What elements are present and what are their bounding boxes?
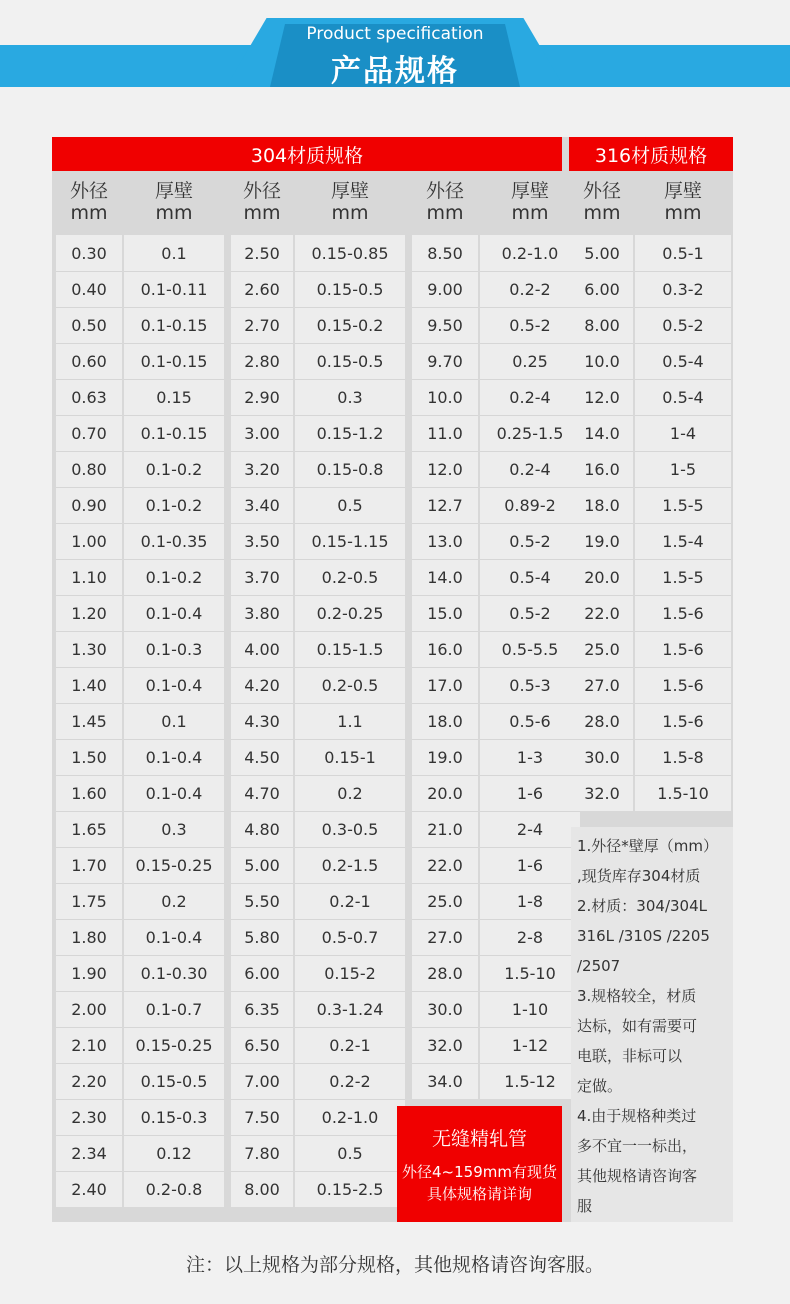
table-row bbox=[56, 559, 580, 595]
column-header-wall bbox=[480, 171, 580, 233]
cell-wall-thickness: 0.2-1.0 bbox=[480, 235, 580, 271]
table-row bbox=[56, 811, 580, 847]
cell-outer-diameter: 32.0 bbox=[571, 775, 633, 811]
cell-outer-diameter: 3.00 bbox=[231, 415, 293, 451]
cell-outer-diameter: 3.70 bbox=[231, 559, 293, 595]
cell-wall-thickness: 0.15-1 bbox=[295, 739, 405, 775]
cell-wall-thickness: 0.2 bbox=[124, 883, 224, 919]
column-header-label: 厚壁 bbox=[154, 180, 193, 202]
column-header-wall bbox=[124, 171, 224, 233]
column-header-label: 外径 bbox=[582, 180, 621, 202]
seamless-title: 无缝精轧管 bbox=[431, 1128, 527, 1150]
cell-outer-diameter: 27.0 bbox=[571, 667, 633, 703]
cell-wall-thickness: 0.3 bbox=[295, 379, 405, 415]
table-row bbox=[56, 415, 580, 451]
header-title: 产品规格 bbox=[331, 54, 459, 89]
table-row bbox=[571, 667, 731, 703]
column-header-label: 厚壁 bbox=[330, 180, 369, 202]
cell-outer-diameter: 8.50 bbox=[412, 235, 478, 271]
cell-outer-diameter: 7.00 bbox=[231, 1063, 293, 1099]
table-row bbox=[56, 955, 580, 991]
cell-wall-thickness: 0.5-2 bbox=[480, 595, 580, 631]
notes-panel bbox=[571, 827, 733, 1222]
column-header-unit: mm bbox=[331, 202, 369, 224]
header-subtitle: Product specification bbox=[306, 24, 484, 44]
table-row bbox=[56, 595, 580, 631]
cell-wall-thickness: 1.5-10 bbox=[480, 955, 580, 991]
cell-wall-thickness: 0.2-0.8 bbox=[124, 1171, 224, 1207]
cell-outer-diameter: 9.50 bbox=[412, 307, 478, 343]
table-row bbox=[571, 235, 731, 271]
column-header-wall bbox=[295, 171, 405, 233]
cell-outer-diameter: 1.90 bbox=[56, 955, 122, 991]
cell-outer-diameter: 34.0 bbox=[412, 1063, 478, 1099]
cell-wall-thickness: 1.5-5 bbox=[635, 487, 731, 523]
cell-outer-diameter: 22.0 bbox=[412, 847, 478, 883]
table-row bbox=[56, 775, 580, 811]
cell-outer-diameter: 0.80 bbox=[56, 451, 122, 487]
cell-outer-diameter: 1.00 bbox=[56, 523, 122, 559]
cell-outer-diameter: 2.80 bbox=[231, 343, 293, 379]
cell-wall-thickness: 0.5-4 bbox=[635, 343, 731, 379]
table-row bbox=[56, 271, 580, 307]
cell-wall-thickness: 0.2-1 bbox=[295, 1027, 405, 1063]
cell-outer-diameter: 12.0 bbox=[412, 451, 478, 487]
table-title-316: 316材质规格 bbox=[569, 137, 733, 171]
cell-wall-thickness: 1.5-6 bbox=[635, 667, 731, 703]
cell-wall-thickness: 1.5-8 bbox=[635, 739, 731, 775]
grid-304 bbox=[56, 235, 580, 1207]
cell-wall-thickness: 0.5-3 bbox=[480, 667, 580, 703]
table-row bbox=[56, 631, 580, 667]
cell-wall-thickness: 0.15-0.25 bbox=[124, 1027, 224, 1063]
column-header-unit: mm bbox=[243, 202, 281, 224]
cell-outer-diameter: 5.00 bbox=[571, 235, 633, 271]
cell-wall-thickness: 1.5-6 bbox=[635, 703, 731, 739]
cell-wall-thickness: 0.15-0.85 bbox=[295, 235, 405, 271]
cell-wall-thickness: 0.3 bbox=[124, 811, 224, 847]
column-header-label: 厚壁 bbox=[510, 180, 549, 202]
cell-wall-thickness: 0.1-0.2 bbox=[124, 559, 224, 595]
cell-wall-thickness: 0.3-1.24 bbox=[295, 991, 405, 1027]
cell-wall-thickness: 1-10 bbox=[480, 991, 580, 1027]
cell-outer-diameter: 1.20 bbox=[56, 595, 122, 631]
cell-wall-thickness: 1-8 bbox=[480, 883, 580, 919]
cell-wall-thickness: 0.3-2 bbox=[635, 271, 731, 307]
note-item: 1.外径*壁厚（mm） ,现货库存304材质 bbox=[577, 837, 719, 885]
cell-wall-thickness: 1.5-4 bbox=[635, 523, 731, 559]
cell-wall-thickness: 0.1-0.15 bbox=[124, 415, 224, 451]
cell-outer-diameter: 5.80 bbox=[231, 919, 293, 955]
table-row bbox=[56, 847, 580, 883]
cell-wall-thickness: 0.1 bbox=[124, 235, 224, 271]
table-row bbox=[571, 343, 731, 379]
table-row bbox=[571, 775, 731, 811]
cell-outer-diameter: 28.0 bbox=[412, 955, 478, 991]
cell-outer-diameter: 3.40 bbox=[231, 487, 293, 523]
cell-wall-thickness: 0.1-0.4 bbox=[124, 595, 224, 631]
column-header-label: 外径 bbox=[425, 180, 464, 202]
cell-outer-diameter: 20.0 bbox=[412, 775, 478, 811]
column-header-unit: mm bbox=[511, 202, 549, 224]
table-row bbox=[571, 703, 731, 739]
column-header-unit: mm bbox=[70, 202, 108, 224]
note-item: 2.材质：304/304L 316L /310S /2205 /2507 bbox=[577, 897, 710, 975]
cell-wall-thickness: 0.1-0.2 bbox=[124, 487, 224, 523]
cell-wall-thickness: 0.2-1.5 bbox=[295, 847, 405, 883]
cell-wall-thickness: 0.1-0.2 bbox=[124, 451, 224, 487]
cell-outer-diameter: 4.00 bbox=[231, 631, 293, 667]
cell-outer-diameter: 1.60 bbox=[56, 775, 122, 811]
cell-wall-thickness: 0.5-4 bbox=[480, 559, 580, 595]
cell-outer-diameter: 2.90 bbox=[231, 379, 293, 415]
table-row bbox=[571, 631, 731, 667]
cell-outer-diameter: 4.30 bbox=[231, 703, 293, 739]
cell-wall-thickness: 0.1-0.11 bbox=[124, 271, 224, 307]
cell-outer-diameter: 25.0 bbox=[571, 631, 633, 667]
cell-wall-thickness: 0.5 bbox=[295, 1135, 405, 1171]
cell-outer-diameter: 0.60 bbox=[56, 343, 122, 379]
cell-outer-diameter: 30.0 bbox=[412, 991, 478, 1027]
cell-wall-thickness: 1-6 bbox=[480, 847, 580, 883]
cell-wall-thickness: 0.1-0.30 bbox=[124, 955, 224, 991]
cell-wall-thickness: 0.15-0.3 bbox=[124, 1099, 224, 1135]
table-row bbox=[571, 487, 731, 523]
cell-outer-diameter: 5.00 bbox=[231, 847, 293, 883]
cell-outer-diameter: 11.0 bbox=[412, 415, 478, 451]
cell-wall-thickness: 0.5-2 bbox=[480, 523, 580, 559]
cell-wall-thickness: 1.1 bbox=[295, 703, 405, 739]
cell-wall-thickness: 0.1-0.7 bbox=[124, 991, 224, 1027]
cell-wall-thickness: 0.5-5.5 bbox=[480, 631, 580, 667]
cell-outer-diameter: 18.0 bbox=[571, 487, 633, 523]
column-header-od bbox=[56, 171, 122, 233]
column-header-label: 外径 bbox=[69, 180, 108, 202]
cell-wall-thickness: 0.2-2 bbox=[295, 1063, 405, 1099]
cell-wall-thickness: 1-3 bbox=[480, 739, 580, 775]
table-row bbox=[571, 559, 731, 595]
cell-wall-thickness: 0.1-0.4 bbox=[124, 919, 224, 955]
cell-outer-diameter: 2.70 bbox=[231, 307, 293, 343]
column-header-unit: mm bbox=[426, 202, 464, 224]
grid-316 bbox=[571, 235, 731, 811]
cell-outer-diameter: 2.30 bbox=[56, 1099, 122, 1135]
cell-outer-diameter: 3.80 bbox=[231, 595, 293, 631]
cell-outer-diameter: 15.0 bbox=[412, 595, 478, 631]
cell-wall-thickness: 1.5-5 bbox=[635, 559, 731, 595]
cell-wall-thickness: 0.1-0.4 bbox=[124, 775, 224, 811]
cell-outer-diameter: 14.0 bbox=[571, 415, 633, 451]
cell-outer-diameter: 2.10 bbox=[56, 1027, 122, 1063]
cell-outer-diameter: 0.30 bbox=[56, 235, 122, 271]
cell-outer-diameter: 2.60 bbox=[231, 271, 293, 307]
cell-wall-thickness: 0.15-0.25 bbox=[124, 847, 224, 883]
spec-table bbox=[52, 137, 733, 1222]
cell-outer-diameter: 3.20 bbox=[231, 451, 293, 487]
table-row bbox=[56, 523, 580, 559]
cell-wall-thickness: 1.5-12 bbox=[480, 1063, 580, 1099]
table-row bbox=[571, 595, 731, 631]
cell-wall-thickness: 2-4 bbox=[480, 811, 580, 847]
table-title-304: 304材质规格 bbox=[52, 137, 562, 171]
cell-outer-diameter: 1.45 bbox=[56, 703, 122, 739]
cell-wall-thickness: 0.15-0.2 bbox=[295, 307, 405, 343]
cell-outer-diameter: 0.50 bbox=[56, 307, 122, 343]
column-header-group bbox=[56, 171, 580, 233]
cell-outer-diameter: 8.00 bbox=[571, 307, 633, 343]
cell-wall-thickness: 0.1-0.3 bbox=[124, 631, 224, 667]
seamless-tube-box bbox=[397, 1106, 562, 1222]
column-header-od bbox=[412, 171, 478, 233]
table-row bbox=[56, 919, 580, 955]
table-row bbox=[56, 1027, 580, 1063]
cell-outer-diameter: 12.7 bbox=[412, 487, 478, 523]
table-row bbox=[56, 991, 580, 1027]
footnote: 注：以上规格为部分规格，其他规格请咨询客服。 bbox=[185, 1254, 604, 1276]
cell-outer-diameter: 7.80 bbox=[231, 1135, 293, 1171]
cell-outer-diameter: 4.70 bbox=[231, 775, 293, 811]
table-row bbox=[571, 415, 731, 451]
cell-wall-thickness: 1-5 bbox=[635, 451, 731, 487]
cell-wall-thickness: 0.5-1 bbox=[635, 235, 731, 271]
cell-outer-diameter: 9.00 bbox=[412, 271, 478, 307]
cell-wall-thickness: 0.2-0.5 bbox=[295, 667, 405, 703]
table-row bbox=[56, 343, 580, 379]
note-item: 3.规格较全，材质 达标，如有需要可 电联，非标可以 定做。 bbox=[577, 987, 698, 1095]
cell-wall-thickness: 0.2 bbox=[295, 775, 405, 811]
cell-wall-thickness: 0.15-1.15 bbox=[295, 523, 405, 559]
cell-outer-diameter: 6.35 bbox=[231, 991, 293, 1027]
cell-outer-diameter: 17.0 bbox=[412, 667, 478, 703]
cell-wall-thickness: 0.15-0.5 bbox=[295, 343, 405, 379]
cell-wall-thickness: 0.2-4 bbox=[480, 451, 580, 487]
cell-outer-diameter: 30.0 bbox=[571, 739, 633, 775]
cell-outer-diameter: 1.80 bbox=[56, 919, 122, 955]
column-header-label: 厚壁 bbox=[663, 180, 702, 202]
column-header-label: 外径 bbox=[242, 180, 281, 202]
table-row bbox=[571, 307, 731, 343]
cell-outer-diameter: 4.20 bbox=[231, 667, 293, 703]
cell-wall-thickness: 0.1-0.4 bbox=[124, 739, 224, 775]
cell-wall-thickness: 0.2-0.25 bbox=[295, 595, 405, 631]
cell-outer-diameter: 21.0 bbox=[412, 811, 478, 847]
cell-outer-diameter: 28.0 bbox=[571, 703, 633, 739]
column-header-unit: mm bbox=[664, 202, 702, 224]
cell-outer-diameter: 10.0 bbox=[571, 343, 633, 379]
cell-wall-thickness: 0.5-6 bbox=[480, 703, 580, 739]
cell-wall-thickness: 1.5-6 bbox=[635, 631, 731, 667]
cell-wall-thickness: 0.89-2 bbox=[480, 487, 580, 523]
table-row bbox=[56, 1063, 580, 1099]
cell-wall-thickness: 2-8 bbox=[480, 919, 580, 955]
cell-outer-diameter: 14.0 bbox=[412, 559, 478, 595]
cell-wall-thickness: 0.1 bbox=[124, 703, 224, 739]
cell-wall-thickness: 0.15 bbox=[124, 379, 224, 415]
cell-outer-diameter: 0.40 bbox=[56, 271, 122, 307]
table-row bbox=[571, 271, 731, 307]
cell-outer-diameter: 20.0 bbox=[571, 559, 633, 595]
cell-outer-diameter: 6.50 bbox=[231, 1027, 293, 1063]
cell-outer-diameter: 4.80 bbox=[231, 811, 293, 847]
cell-outer-diameter: 19.0 bbox=[571, 523, 633, 559]
cell-outer-diameter: 22.0 bbox=[571, 595, 633, 631]
table-row bbox=[56, 883, 580, 919]
cell-wall-thickness: 0.15-1.5 bbox=[295, 631, 405, 667]
cell-outer-diameter: 6.00 bbox=[571, 271, 633, 307]
cell-wall-thickness: 0.15-2.5 bbox=[295, 1171, 405, 1207]
cell-wall-thickness: 0.2-2 bbox=[480, 271, 580, 307]
cell-outer-diameter: 27.0 bbox=[412, 919, 478, 955]
cell-wall-thickness: 0.15-0.5 bbox=[295, 271, 405, 307]
cell-wall-thickness: 0.1-0.4 bbox=[124, 667, 224, 703]
cell-outer-diameter: 6.00 bbox=[231, 955, 293, 991]
table-row bbox=[56, 703, 580, 739]
cell-wall-thickness: 0.12 bbox=[124, 1135, 224, 1171]
cell-outer-diameter: 2.34 bbox=[56, 1135, 122, 1171]
cell-outer-diameter: 2.40 bbox=[56, 1171, 122, 1207]
cell-wall-thickness: 0.25 bbox=[480, 343, 580, 379]
cell-wall-thickness: 1-6 bbox=[480, 775, 580, 811]
cell-wall-thickness: 0.3-0.5 bbox=[295, 811, 405, 847]
cell-wall-thickness: 0.2-1.0 bbox=[295, 1099, 405, 1135]
cell-wall-thickness: 0.5-2 bbox=[635, 307, 731, 343]
cell-outer-diameter: 19.0 bbox=[412, 739, 478, 775]
cell-outer-diameter: 16.0 bbox=[412, 631, 478, 667]
cell-wall-thickness: 0.5-2 bbox=[480, 307, 580, 343]
cell-outer-diameter: 3.50 bbox=[231, 523, 293, 559]
cell-wall-thickness: 0.2-4 bbox=[480, 379, 580, 415]
cell-outer-diameter: 12.0 bbox=[571, 379, 633, 415]
table-row bbox=[56, 451, 580, 487]
cell-outer-diameter: 32.0 bbox=[412, 1027, 478, 1063]
cell-outer-diameter: 16.0 bbox=[571, 451, 633, 487]
cell-wall-thickness: 0.15-2 bbox=[295, 955, 405, 991]
cell-wall-thickness: 0.15-0.8 bbox=[295, 451, 405, 487]
cell-outer-diameter: 13.0 bbox=[412, 523, 478, 559]
note-item: 4.由于规格种类过 多不宜一一标出， 其他规格请咨询客 服 bbox=[577, 1107, 698, 1215]
table-row bbox=[56, 487, 580, 523]
column-header-unit: mm bbox=[583, 202, 621, 224]
cell-outer-diameter: 5.50 bbox=[231, 883, 293, 919]
cell-wall-thickness: 0.5-0.7 bbox=[295, 919, 405, 955]
cell-outer-diameter: 2.00 bbox=[56, 991, 122, 1027]
cell-wall-thickness: 0.5-4 bbox=[635, 379, 731, 415]
table-row bbox=[571, 379, 731, 415]
table-row bbox=[56, 379, 580, 415]
table-row bbox=[56, 739, 580, 775]
cell-outer-diameter: 1.40 bbox=[56, 667, 122, 703]
table-row bbox=[56, 307, 580, 343]
cell-wall-thickness: 1-4 bbox=[635, 415, 731, 451]
cell-outer-diameter: 9.70 bbox=[412, 343, 478, 379]
table-row bbox=[571, 523, 731, 559]
column-header-od bbox=[571, 171, 633, 233]
table-row bbox=[571, 451, 731, 487]
table-row bbox=[56, 235, 580, 271]
cell-outer-diameter: 0.90 bbox=[56, 487, 122, 523]
cell-outer-diameter: 1.70 bbox=[56, 847, 122, 883]
cell-wall-thickness: 0.1-0.35 bbox=[124, 523, 224, 559]
cell-wall-thickness: 0.15-0.5 bbox=[124, 1063, 224, 1099]
cell-outer-diameter: 2.20 bbox=[56, 1063, 122, 1099]
column-header-wall bbox=[635, 171, 731, 233]
cell-wall-thickness: 0.5 bbox=[295, 487, 405, 523]
cell-outer-diameter: 10.0 bbox=[412, 379, 478, 415]
cell-outer-diameter: 2.50 bbox=[231, 235, 293, 271]
cell-outer-diameter: 18.0 bbox=[412, 703, 478, 739]
cell-outer-diameter: 25.0 bbox=[412, 883, 478, 919]
cell-outer-diameter: 1.30 bbox=[56, 631, 122, 667]
cell-outer-diameter: 1.10 bbox=[56, 559, 122, 595]
cell-wall-thickness: 1.5-6 bbox=[635, 595, 731, 631]
cell-outer-diameter: 1.65 bbox=[56, 811, 122, 847]
table-row bbox=[56, 667, 580, 703]
cell-outer-diameter: 1.50 bbox=[56, 739, 122, 775]
cell-outer-diameter: 7.50 bbox=[231, 1099, 293, 1135]
column-header-unit: mm bbox=[155, 202, 193, 224]
cell-outer-diameter: 0.63 bbox=[56, 379, 122, 415]
cell-outer-diameter: 1.75 bbox=[56, 883, 122, 919]
cell-outer-diameter: 0.70 bbox=[56, 415, 122, 451]
cell-outer-diameter: 4.50 bbox=[231, 739, 293, 775]
cell-wall-thickness: 0.2-0.5 bbox=[295, 559, 405, 595]
cell-wall-thickness: 0.15-1.2 bbox=[295, 415, 405, 451]
column-header-group bbox=[571, 171, 731, 233]
cell-wall-thickness: 0.25-1.5 bbox=[480, 415, 580, 451]
column-header-od bbox=[231, 171, 293, 233]
cell-wall-thickness: 1.5-10 bbox=[635, 775, 731, 811]
cell-outer-diameter: 8.00 bbox=[231, 1171, 293, 1207]
cell-wall-thickness: 0.1-0.15 bbox=[124, 307, 224, 343]
cell-wall-thickness: 0.2-1 bbox=[295, 883, 405, 919]
cell-wall-thickness: 0.1-0.15 bbox=[124, 343, 224, 379]
seamless-desc: 外径4~159mm有现货 具体规格请详询 bbox=[402, 1163, 557, 1203]
cell-wall-thickness: 1-12 bbox=[480, 1027, 580, 1063]
table-row bbox=[571, 739, 731, 775]
